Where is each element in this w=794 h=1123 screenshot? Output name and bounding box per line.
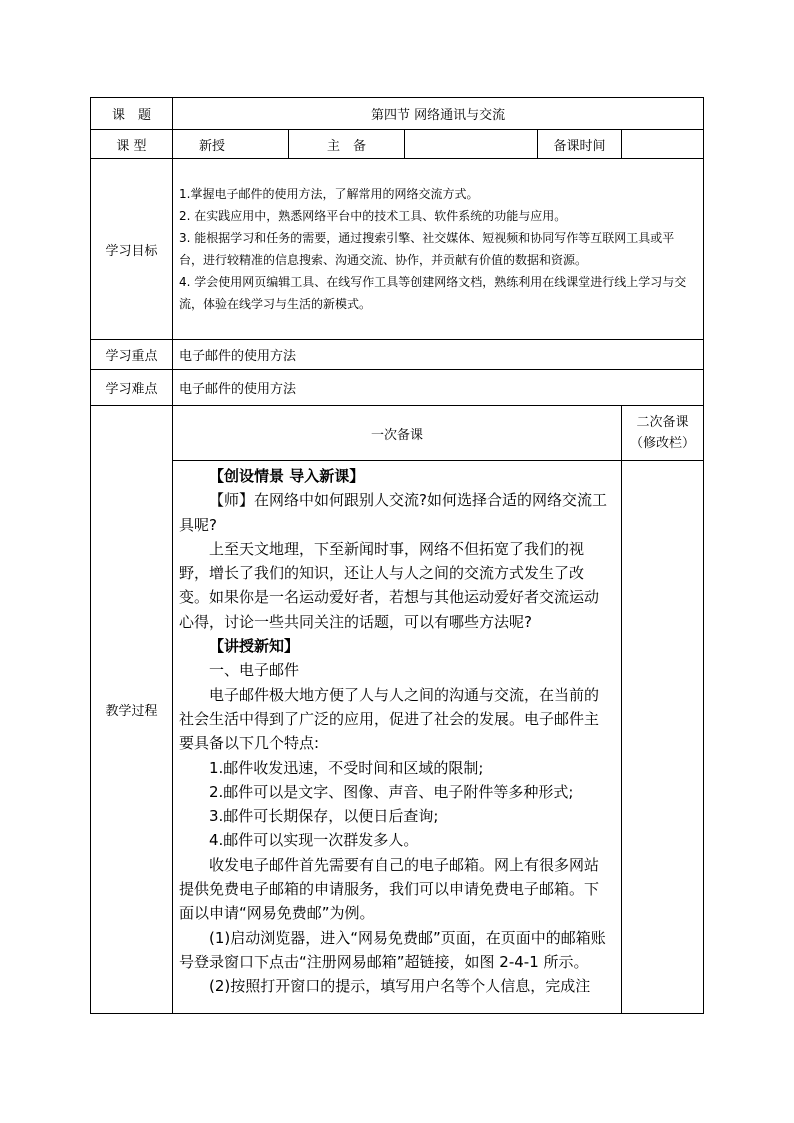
subsection-heading: 一、电子邮件 xyxy=(209,661,300,680)
difficulty-label: 学习难点 xyxy=(91,370,173,406)
paragraph: 上至天文地理，下至新闻时事，网络不但拓宽了我们的视野，增长了我们的知识，还让人与人之间的交流方式发生了改变。如果你是一名运动爱好者，若想与其他运动爱好者交流运动心得，讨论一些共同关注的话题，可以有哪些方法呢? xyxy=(179,539,600,631)
paragraph: 电子邮件极大地方便了人与人之间的沟通与交流，在当前的社会生活中得到了广泛的应用，促进了社会的发展。电子邮件主要具备以下几个特点: xyxy=(179,685,600,753)
lesson-title: 第四节 网络通讯与交流 xyxy=(173,98,704,130)
type-row xyxy=(91,130,704,159)
goal-item: 1.掌握电子邮件的使用方法，了解常用的网络交流方式。 xyxy=(179,187,479,201)
type-label: 课 型 xyxy=(91,130,173,159)
key-point-label: 学习重点 xyxy=(91,340,173,370)
list-item: 3.邮件可长期保存，以便日后查询; xyxy=(209,807,439,826)
goals-label: 学习目标 xyxy=(91,159,173,340)
difficulty-value: 电子邮件的使用方法 xyxy=(173,370,704,406)
main-prep-value xyxy=(405,130,538,159)
key-point-value: 电子邮件的使用方法 xyxy=(173,340,704,370)
prep-time-value xyxy=(622,130,704,159)
first-prep-header: 一次备课 xyxy=(173,406,622,461)
difficulty-row xyxy=(91,370,704,406)
goal-item: 4. 学会使用网页编辑工具、在线写作工具等创建网络文档，熟练利用在线课堂进行线上学习与交流，体验在线学习与生活的新模式。 xyxy=(179,275,687,311)
first-prep-content xyxy=(173,461,622,1014)
title-label: 课 题 xyxy=(91,98,173,130)
process-label: 教学过程 xyxy=(91,406,173,1014)
second-prep-title: 二次备课 xyxy=(636,415,689,430)
paragraph: 收发电子邮件首先需要有自己的电子邮箱。网上有很多网站提供免费电子邮箱的申请服务，我们可以申请免费电子邮箱。下面以申请“网易免费邮”为例。 xyxy=(179,855,600,923)
goals-content xyxy=(173,159,704,340)
list-item: 1.邮件收发迅速，不受时间和区域的限制; xyxy=(209,758,484,777)
goals-row xyxy=(91,159,704,340)
main-prep-label: 主 备 xyxy=(289,130,405,159)
lesson-plan-table xyxy=(90,97,704,1014)
second-prep-subtitle: （修改栏） xyxy=(630,436,696,451)
process-header-row xyxy=(91,406,704,461)
second-prep-header xyxy=(622,406,704,461)
list-item: 2.邮件可以是文字、图像、声音、电子附件等多种形式; xyxy=(209,782,574,801)
goal-item: 2. 在实践应用中，熟悉网络平台中的技术工具、软件系统的功能与应用。 xyxy=(179,209,567,223)
prep-time-label: 备课时间 xyxy=(538,130,622,159)
process-content-row xyxy=(91,461,704,1014)
type-value: 新授 xyxy=(173,130,289,159)
paragraph: (1)启动浏览器，进入“网易免费邮”页面，在页面中的邮箱账号登录窗口下点击“注册网易邮箱”超链接，如图 2-4-1 所示。 xyxy=(179,928,606,971)
section-heading: 【创设情景 导入新课】 xyxy=(209,467,365,485)
list-item: 4.邮件可以实现一次群发多人。 xyxy=(209,831,419,850)
section-heading: 【讲授新知】 xyxy=(209,637,300,656)
paragraph: (2)按照打开窗口的提示，填写用户名等个人信息，完成注 xyxy=(209,977,591,996)
key-point-row xyxy=(91,340,704,370)
second-prep-content xyxy=(622,461,704,1014)
title-row xyxy=(91,98,704,130)
goal-item: 3. 能根据学习和任务的需要，通过搜索引擎、社交媒体、短视频和协同写作等互联网工具或平台，进行较精准的信息搜索、沟通交流、协作，并贡献有价值的数据和资源。 xyxy=(179,231,675,267)
paragraph: 【师】在网络中如何跟别人交流?如何选择合适的网络交流工具呢? xyxy=(179,491,607,534)
